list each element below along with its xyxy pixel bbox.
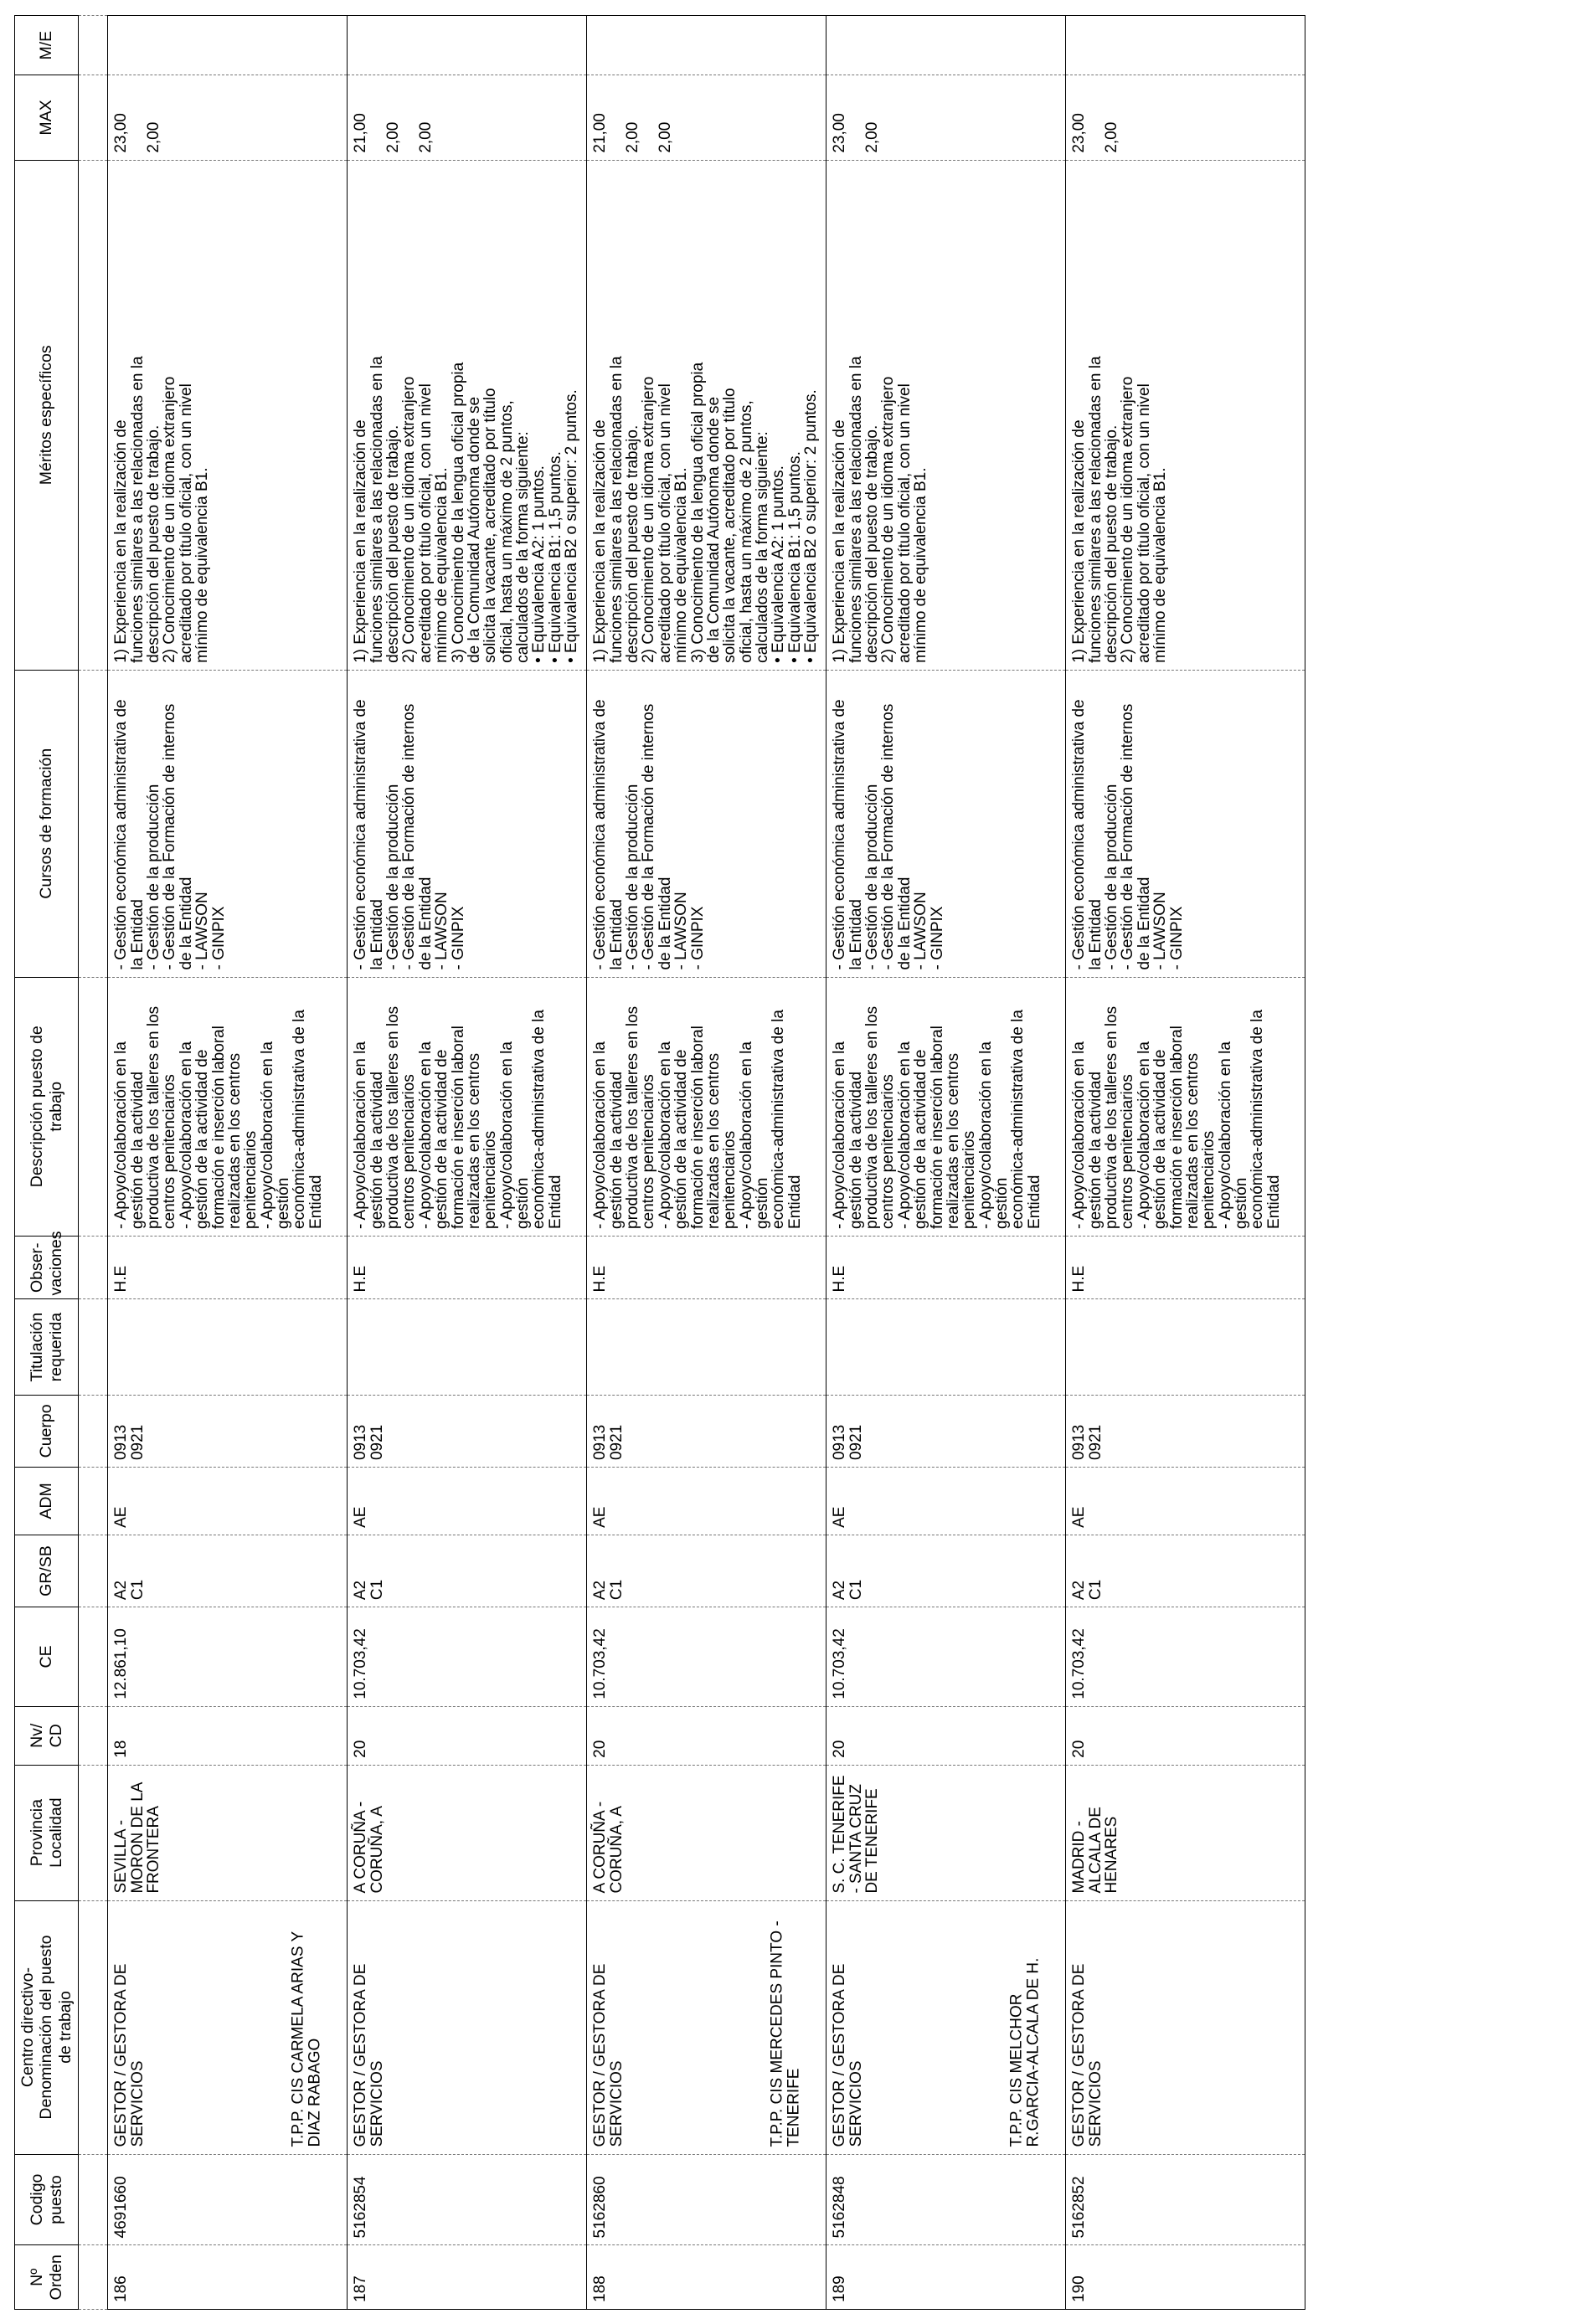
- nivel-cell: 20: [348, 1706, 587, 1765]
- meritos-cell: 1) Experiencia en la realización de funciones similares a las relacionadas en la descripción del puesto de trabajo. 2) Conocimiento de un idioma extranjero acreditado por título oficial, con un nivel mínimo de equivalencia B1.: [826, 160, 1066, 670]
- descripcion-cell: - Apoyo/colaboración en la gestión de la actividad productiva de los talleres en los centros penitenciarios - Apoyo/colaboración en la gestión de la actividad de formación e inserción laboral realizadas en los centros penitenciarios - Apoyo/colaboración en la gestión económica-administrativa de la Entidad: [108, 977, 348, 1236]
- ce-cell: 12.861,10: [108, 1607, 348, 1707]
- codigo-cell: 5162854: [348, 2154, 587, 2245]
- header-codigo: Codigo puesto: [15, 2154, 79, 2245]
- nivel-cell: 20: [826, 1706, 1066, 1765]
- titulacion-cell: [1066, 1299, 1305, 1395]
- observaciones-cell: H.E: [1066, 1237, 1305, 1299]
- adm-cell: AE: [1066, 1468, 1305, 1535]
- max-cell: 23,00 2,00: [826, 75, 1066, 160]
- cuerpo-cell: 0913 0921: [1066, 1395, 1305, 1467]
- header-grsb: GR/SB: [15, 1535, 79, 1607]
- descripcion-cell: - Apoyo/colaboración en la gestión de la actividad productiva de los talleres en los centros penitenciarios - Apoyo/colaboración en la gestión de la actividad de formación e inserción laboral realizadas en los centros penitenciarios - Apoyo/colaboración en la gestión económica-administrativa de la Entidad: [587, 977, 826, 1236]
- grsb-cell: A2 C1: [587, 1535, 826, 1607]
- nivel-cell: 20: [587, 1706, 826, 1765]
- cuerpo-cell: 0913 0921: [348, 1395, 587, 1467]
- grsb-cell: A2 C1: [826, 1535, 1066, 1607]
- provincia-cell: SEVILLA - MORON DE LA FRONTERA: [108, 1765, 348, 1900]
- header-orden: Nº Orden: [15, 2245, 79, 2310]
- cursos-cell: - Gestión económica administrativa de la Entidad - Gestión de la producción - Gestión de la Formación de internos de la Entidad - LAWSON - GINPIX: [1066, 670, 1305, 977]
- grsb-cell: A2 C1: [108, 1535, 348, 1607]
- centro-directivo-text: T.P.P. CIS MERCEDES PINTO - TENERIFE: [768, 1920, 802, 2147]
- centro-directivo-text: T.P.P. CIS CARMELA ARIAS Y DIAZ RABAGO: [289, 1931, 323, 2147]
- adm-cell: AE: [108, 1468, 348, 1535]
- denominacion-text: GESTOR / GESTORA DE SERVICIOS: [591, 1963, 626, 2147]
- header-adm: ADM: [15, 1468, 79, 1535]
- denominacion-text: GESTOR / GESTORA DE SERVICIOS: [352, 1963, 386, 2147]
- header-ce: CE: [15, 1607, 79, 1707]
- cursos-cell: - Gestión económica administrativa de la Entidad - Gestión de la producción - Gestión de la Formación de internos de la Entidad - LAWSON - GINPIX: [587, 670, 826, 977]
- meritos-cell: 1) Experiencia en la realización de funciones similares a las relacionadas en la descripción del puesto de trabajo. 2) Conocimiento de un idioma extranjero acreditado por título oficial, con un nivel mínimo de equivalencia B1. 3) Conocimiento de la lengua oficial propia de la Comunidad Autónoma donde se solicita la vacante, acreditado por título oficial, hasta un máximo de 2 puntos, calculados de la forma siguiente: • Equivalencia A2: 1 puntos. • Equivalencia B1: 1,5 puntos. • Equivalencia B2 o superior: 2 puntos.: [348, 160, 587, 670]
- ce-cell: 10.703,42: [348, 1607, 587, 1707]
- cursos-cell: - Gestión económica administrativa de la Entidad - Gestión de la producción - Gestión de la Formación de internos de la Entidad - LAWSON - GINPIX: [826, 670, 1066, 977]
- adm-cell: AE: [826, 1468, 1066, 1535]
- titulacion-cell: [587, 1299, 826, 1395]
- me-cell: [348, 16, 587, 75]
- ce-cell: 10.703,42: [587, 1607, 826, 1707]
- nivel-cell: 20: [1066, 1706, 1305, 1765]
- max-cell: 21,00 2,00 2,00: [587, 75, 826, 160]
- cuerpo-cell: 0913 0921: [108, 1395, 348, 1467]
- denominacion-text: GESTOR / GESTORA DE SERVICIOS: [1070, 1963, 1105, 2147]
- header-cursos: Cursos de formación: [15, 670, 79, 977]
- header-meritos: Méritos específicos: [15, 160, 79, 670]
- descripcion-cell: - Apoyo/colaboración en la gestión de la actividad productiva de los talleres en los centros penitenciarios - Apoyo/colaboración en la gestión de la actividad de formación e inserción laboral realizadas en los centros penitenciarios - Apoyo/colaboración en la gestión económica-administrativa de la Entidad: [1066, 977, 1305, 1236]
- header-provincia: Provincia Localidad: [15, 1765, 79, 1900]
- header-titulacion: Titulación requerida: [15, 1299, 79, 1395]
- titulacion-cell: [826, 1299, 1066, 1395]
- cursos-cell: - Gestión económica administrativa de la Entidad - Gestión de la producción - Gestión de la Formación de internos de la Entidad - LAWSON - GINPIX: [348, 670, 587, 977]
- meritos-cell: 1) Experiencia en la realización de funciones similares a las relacionadas en la descripción del puesto de trabajo. 2) Conocimiento de un idioma extranjero acreditado por título oficial, con un nivel mínimo de equivalencia B1.: [108, 160, 348, 670]
- provincia-cell: MADRID - ALCALA DE HENARES: [1066, 1765, 1305, 1900]
- codigo-cell: 5162852: [1066, 2154, 1305, 2245]
- max-cell: 21,00 2,00 2,00: [348, 75, 587, 160]
- codigo-cell: 5162860: [587, 2154, 826, 2245]
- table-row: [1066, 16, 1305, 2310]
- header-max: MAX: [15, 75, 79, 160]
- centro-directivo-text: T.P.P. CIS MELCHOR R.GARCIA-ALCALA DE H.: [1007, 1957, 1042, 2147]
- orden-cell: 188: [587, 2245, 826, 2310]
- header-nivel: Nv/ CD: [15, 1706, 79, 1765]
- centro-cell: [1007, 1900, 1305, 2154]
- orden-cell: 189: [826, 2245, 1066, 2310]
- observaciones-cell: H.E: [587, 1237, 826, 1299]
- cursos-cell: - Gestión económica administrativa de la Entidad - Gestión de la producción - Gestión de la Formación de internos de la Entidad - LAWSON - GINPIX: [108, 670, 348, 977]
- titulacion-cell: [108, 1299, 348, 1395]
- cuerpo-cell: 0913 0921: [587, 1395, 826, 1467]
- me-cell: [587, 16, 826, 75]
- observaciones-cell: H.E: [108, 1237, 348, 1299]
- descripcion-cell: - Apoyo/colaboración en la gestión de la actividad productiva de los talleres en los centros penitenciarios - Apoyo/colaboración en la gestión de la actividad de formación e inserción laboral realizadas en los centros penitenciarios - Apoyo/colaboración en la gestión económica-administrativa de la Entidad: [348, 977, 587, 1236]
- grsb-cell: A2 C1: [348, 1535, 587, 1607]
- table-header-row: [15, 16, 79, 2310]
- grsb-cell: A2 C1: [1066, 1535, 1305, 1607]
- provincia-cell: A CORUÑA - CORUÑA, A: [348, 1765, 587, 1900]
- job-positions-table: [14, 15, 1305, 2310]
- observaciones-cell: H.E: [348, 1237, 587, 1299]
- ce-cell: 10.703,42: [826, 1607, 1066, 1707]
- header-cuerpo: Cuerpo: [15, 1395, 79, 1467]
- adm-cell: AE: [348, 1468, 587, 1535]
- titulacion-cell: [348, 1299, 587, 1395]
- observaciones-cell: H.E: [826, 1237, 1066, 1299]
- meritos-cell: 1) Experiencia en la realización de funciones similares a las relacionadas en la descripción del puesto de trabajo. 2) Conocimiento de un idioma extranjero acreditado por título oficial, con un nivel mínimo de equivalencia B1.: [1066, 160, 1305, 670]
- max-cell: 23,00 2,00: [1066, 75, 1305, 160]
- descripcion-cell: - Apoyo/colaboración en la gestión de la actividad productiva de los talleres en los centros penitenciarios - Apoyo/colaboración en la gestión de la actividad de formación e inserción laboral realizadas en los centros penitenciarios - Apoyo/colaboración en la gestión económica-administrativa de la Entidad: [826, 977, 1066, 1236]
- header-descripcion: Descripción puesto de trabajo: [15, 977, 79, 1236]
- header-me: M/E: [15, 16, 79, 75]
- denominacion-text: GESTOR / GESTORA DE SERVICIOS: [831, 1963, 865, 2147]
- max-cell: 23,00 2,00: [108, 75, 348, 160]
- me-cell: [108, 16, 348, 75]
- table-spacer-row: [79, 16, 108, 2310]
- codigo-cell: 5162848: [826, 2154, 1066, 2245]
- provincia-cell: S. C. TENERIFE - SANTA CRUZ DE TENERIFE: [826, 1765, 1066, 1900]
- adm-cell: AE: [587, 1468, 826, 1535]
- orden-cell: 190: [1066, 2245, 1305, 2310]
- denominacion-text: GESTOR / GESTORA DE SERVICIOS: [112, 1963, 147, 2147]
- orden-cell: 186: [108, 2245, 348, 2310]
- me-cell: [826, 16, 1066, 75]
- ce-cell: 10.703,42: [1066, 1607, 1305, 1707]
- me-cell: [1066, 16, 1305, 75]
- table-row: [348, 16, 587, 2310]
- cuerpo-cell: 0913 0921: [826, 1395, 1066, 1467]
- centro-cell: [289, 1900, 587, 2154]
- header-observaciones: Obser- vaciones: [15, 1237, 79, 1299]
- orden-cell: 187: [348, 2245, 587, 2310]
- nivel-cell: 18: [108, 1706, 348, 1765]
- header-centro: Centro directivo- Denominación del puesto de trabajo: [15, 1900, 79, 2154]
- meritos-cell: 1) Experiencia en la realización de funciones similares a las relacionadas en la descripción del puesto de trabajo. 2) Conocimiento de un idioma extranjero acreditado por título oficial, con un nivel mínimo de equivalencia B1. 3) Conocimiento de la lengua oficial propia de la Comunidad Autónoma donde se solicita la vacante, acreditado por título oficial, hasta un máximo de 2 puntos, calculados de la forma siguiente: • Equivalencia A2: 1 puntos. • Equivalencia B1: 1,5 puntos. • Equivalencia B2 o superior: 2 puntos.: [587, 160, 826, 670]
- codigo-cell: 4691660: [108, 2154, 348, 2245]
- provincia-cell: A CORUÑA - CORUÑA, A: [587, 1765, 826, 1900]
